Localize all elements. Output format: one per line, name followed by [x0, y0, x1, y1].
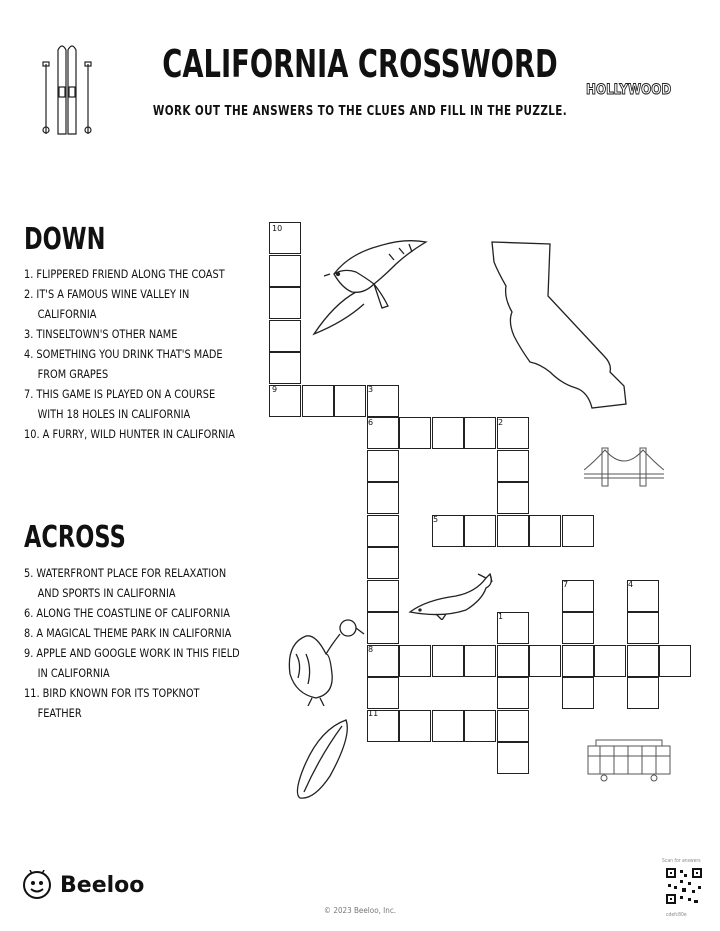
- crossword-cell[interactable]: [367, 547, 399, 579]
- grid-number-11: 11: [368, 709, 379, 718]
- grid-number-4: 4: [628, 580, 634, 589]
- crossword-cell[interactable]: [399, 417, 431, 449]
- down-clue-list: [24, 264, 234, 444]
- down-clue-2: 2. IT'S A FAMOUS WINE VALLEY IN CALIFORNIA: [24, 287, 190, 321]
- brand-name: Beeloo: [60, 872, 145, 898]
- crossword-cell[interactable]: [497, 515, 529, 547]
- seagull-illustration: [304, 234, 434, 344]
- crossword-cell[interactable]: [432, 710, 464, 742]
- crossword-cell[interactable]: [562, 677, 594, 709]
- whale-illustration: [406, 570, 494, 620]
- crossword-cell[interactable]: [367, 580, 399, 612]
- qr-code-icon[interactable]: [664, 866, 704, 906]
- crossword-cell[interactable]: [367, 482, 399, 514]
- cable-car-illustration: [584, 736, 674, 782]
- crossword-cell[interactable]: [659, 645, 691, 677]
- bee-icon: [22, 870, 52, 900]
- skis-illustration: [36, 42, 98, 142]
- crossword-cell[interactable]: [269, 287, 301, 319]
- across-clue-list: [24, 563, 240, 723]
- grid-number-8: 8: [368, 645, 374, 654]
- california-map-illustration: [484, 236, 644, 416]
- crossword-cell[interactable]: [464, 710, 496, 742]
- qr-caption: Scan for answers: [662, 858, 701, 864]
- grid-number-3: 3: [368, 385, 374, 394]
- crossword-cell[interactable]: [367, 450, 399, 482]
- grid-number-2: 2: [498, 418, 504, 427]
- across-clue-9: 9. APPLE AND GOOGLE WORK IN THIS FIELD IN CALIFORNIA: [24, 646, 240, 680]
- crossword-cell[interactable]: [497, 450, 529, 482]
- crossword-cell[interactable]: [464, 417, 496, 449]
- crossword-cell[interactable]: [562, 612, 594, 644]
- grid-number-1: 1: [498, 612, 504, 621]
- hollywood-sign: HOLLYWOOD: [586, 82, 672, 98]
- crossword-cell[interactable]: [269, 320, 301, 352]
- crossword-cell[interactable]: [432, 645, 464, 677]
- crossword-cell[interactable]: [464, 645, 496, 677]
- crossword-cell[interactable]: [562, 515, 594, 547]
- page-title: CALIFORNIA CROSSWORD: [162, 42, 558, 86]
- crossword-cell[interactable]: [594, 645, 626, 677]
- down-clue-4: 4. SOMETHING YOU DRINK THAT'S MADE FROM GRAPES: [24, 347, 223, 381]
- crossword-cell[interactable]: [497, 710, 529, 742]
- grid-number-10: 10: [272, 224, 283, 233]
- across-heading: ACROSS: [24, 520, 126, 555]
- crossword-cell[interactable]: [432, 417, 464, 449]
- crossword-cell[interactable]: [302, 385, 334, 417]
- surfboard-illustration: [290, 716, 354, 802]
- crossword-cell[interactable]: [627, 645, 659, 677]
- across-clue-11: 11. BIRD KNOWN FOR ITS TOPKNOT FEATHER: [24, 686, 200, 720]
- crossword-cell[interactable]: [529, 645, 561, 677]
- crossword-cell[interactable]: [464, 515, 496, 547]
- grid-number-5: 5: [433, 515, 439, 524]
- beeloo-logo: [22, 870, 144, 900]
- down-clue-3: 3. TINSELTOWN'S OTHER NAME: [24, 327, 178, 341]
- crossword-cell[interactable]: [334, 385, 366, 417]
- across-clue-5: 5. WATERFRONT PLACE FOR RELAXATION AND SPORTS IN CALIFORNIA: [24, 566, 227, 600]
- grid-number-6: 6: [368, 418, 374, 427]
- crossword-cell[interactable]: [367, 677, 399, 709]
- condor-illustration: [276, 614, 366, 706]
- page-subtitle: WORK OUT THE ANSWERS TO THE CLUES AND FILL IN THE PUZZLE.: [152, 104, 568, 119]
- across-clue-8: 8. A MAGICAL THEME PARK IN CALIFORNIA: [24, 626, 232, 640]
- crossword-cell[interactable]: [497, 677, 529, 709]
- crossword-cell[interactable]: [627, 677, 659, 709]
- down-heading: DOWN: [24, 222, 106, 257]
- crossword-cell[interactable]: [399, 645, 431, 677]
- bridge-illustration: [584, 442, 664, 488]
- crossword-cell[interactable]: [497, 645, 529, 677]
- grid-number-7: 7: [563, 580, 569, 589]
- crossword-cell[interactable]: [399, 710, 431, 742]
- crossword-cell[interactable]: [627, 612, 659, 644]
- down-clue-1: 1. FLIPPERED FRIEND ALONG THE COAST: [24, 267, 225, 281]
- crossword-cell[interactable]: [269, 352, 301, 384]
- crossword-cell[interactable]: [497, 742, 529, 774]
- crossword-cell[interactable]: [497, 482, 529, 514]
- across-clue-6: 6. ALONG THE COASTLINE OF CALIFORNIA: [24, 606, 230, 620]
- crossword-cell[interactable]: [562, 645, 594, 677]
- crossword-cell[interactable]: [367, 515, 399, 547]
- crossword-cell[interactable]: [367, 612, 399, 644]
- crossword-cell[interactable]: [529, 515, 561, 547]
- grid-number-9: 9: [272, 385, 278, 394]
- down-clue-7: 7. THIS GAME IS PLAYED ON A COURSE WITH 18 HOLES IN CALIFORNIA: [24, 387, 216, 421]
- copyright-footer: © 2023 Beeloo, Inc.: [323, 906, 397, 915]
- crossword-cell[interactable]: [269, 255, 301, 287]
- down-clue-10: 10. A FURRY, WILD HUNTER IN CALIFORNIA: [24, 427, 235, 441]
- qr-code-label: cdefc80e: [666, 912, 687, 918]
